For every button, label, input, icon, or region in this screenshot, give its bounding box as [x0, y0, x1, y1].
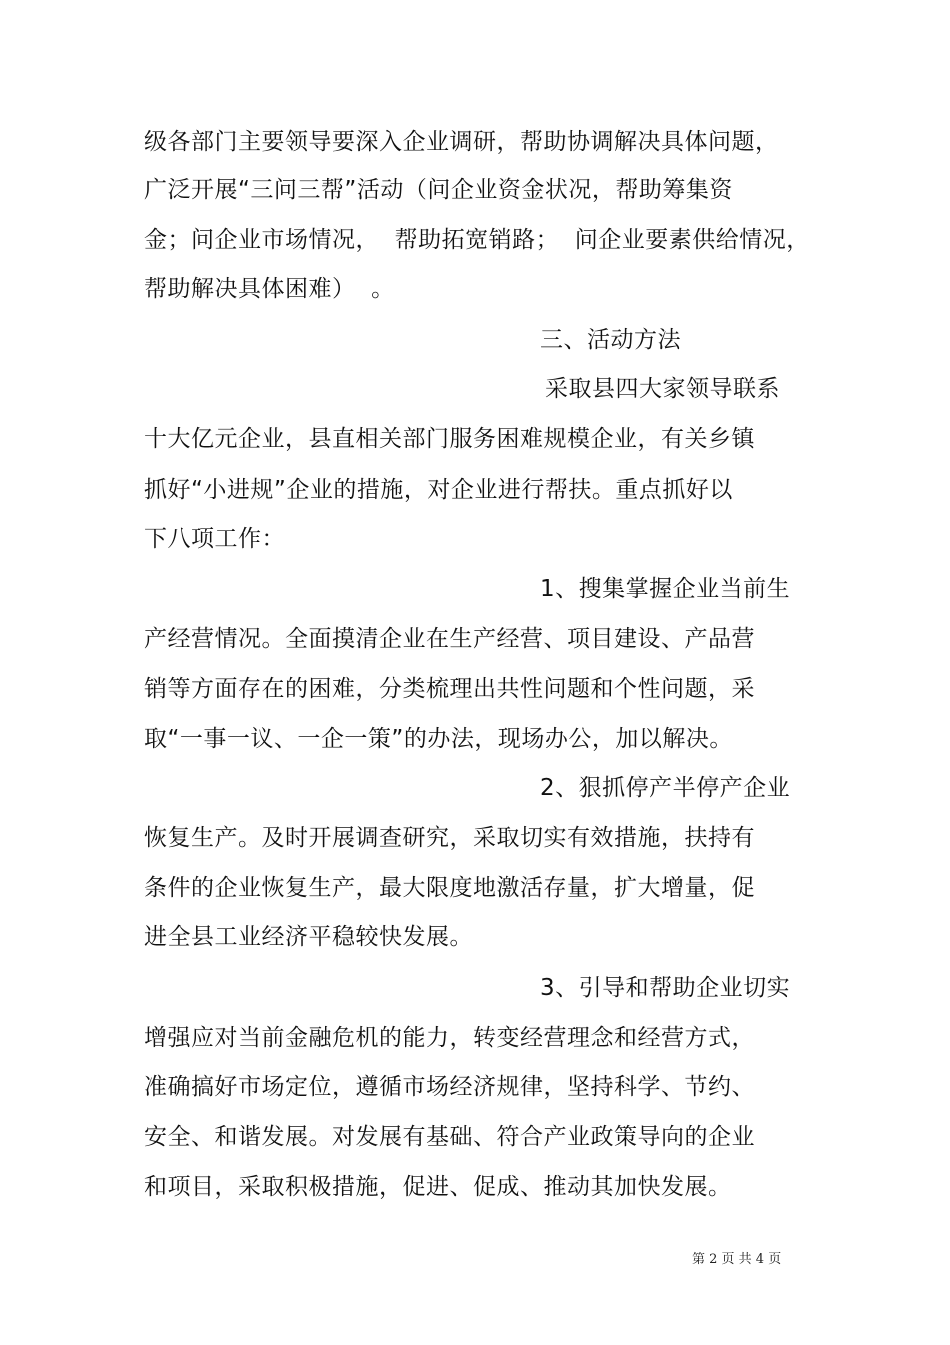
- body-text-line: 准确搞好市场定位，遵循市场经济规律，坚持科学、节约、: [144, 1074, 755, 1100]
- body-text-line: 十大亿元企业，县直相关部门服务困难规模企业，有关乡镇: [144, 426, 755, 452]
- body-text-line: 安全、和谐发展。对发展有基础、符合产业政策导向的企业: [144, 1124, 755, 1150]
- body-text-line: 广泛开展“三问三帮”活动（问企业资金状况，帮助筹集资: [144, 177, 733, 203]
- list-item-heading: 2、狠抓停产半停产企业: [540, 775, 791, 801]
- body-text-line: 和项目，采取积极措施，促进、促成、推动其加快发展。: [144, 1174, 732, 1200]
- body-text-line: 抓好“小进规”企业的措施，对企业进行帮扶。重点抓好以: [144, 477, 733, 503]
- body-text-line: 产经营情况。全面摸清企业在生产经营、项目建设、产品营: [144, 626, 755, 652]
- body-text-line: 采取县四大家领导联系: [545, 376, 780, 402]
- list-item-heading: 3、引导和帮助企业切实: [540, 975, 791, 1001]
- body-text-line: 进全县工业经济平稳较快发展。: [144, 924, 473, 950]
- list-item-heading: 1、搜集掌握企业当前生: [540, 576, 791, 602]
- body-text-line: 金；问企业市场情况， 帮助拓宽销路； 问企业要素供给情况，: [144, 227, 810, 253]
- page-number-footer: 第 2 页 共 4 页: [692, 1252, 782, 1267]
- body-text-line: 下八项工作：: [144, 526, 285, 552]
- body-text-line: 级各部门主要领导要深入企业调研，帮助协调解决具体问题，: [144, 129, 779, 155]
- body-text-line: 增强应对当前金融危机的能力，转变经营理念和经营方式，: [144, 1025, 755, 1051]
- body-text-line: 取“一事一议、一企一策”的办法，现场办公，加以解决。: [144, 726, 733, 752]
- section-heading: 三、活动方法: [540, 327, 681, 353]
- body-text-line: 条件的企业恢复生产，最大限度地激活存量，扩大增量，促: [144, 875, 755, 901]
- body-text-line: 销等方面存在的困难，分类梳理出共性问题和个性问题，采: [144, 676, 755, 702]
- body-text-line: 恢复生产。及时开展调查研究，采取切实有效措施，扶持有: [144, 825, 755, 851]
- body-text-line: 帮助解决具体困难） 。: [144, 276, 395, 302]
